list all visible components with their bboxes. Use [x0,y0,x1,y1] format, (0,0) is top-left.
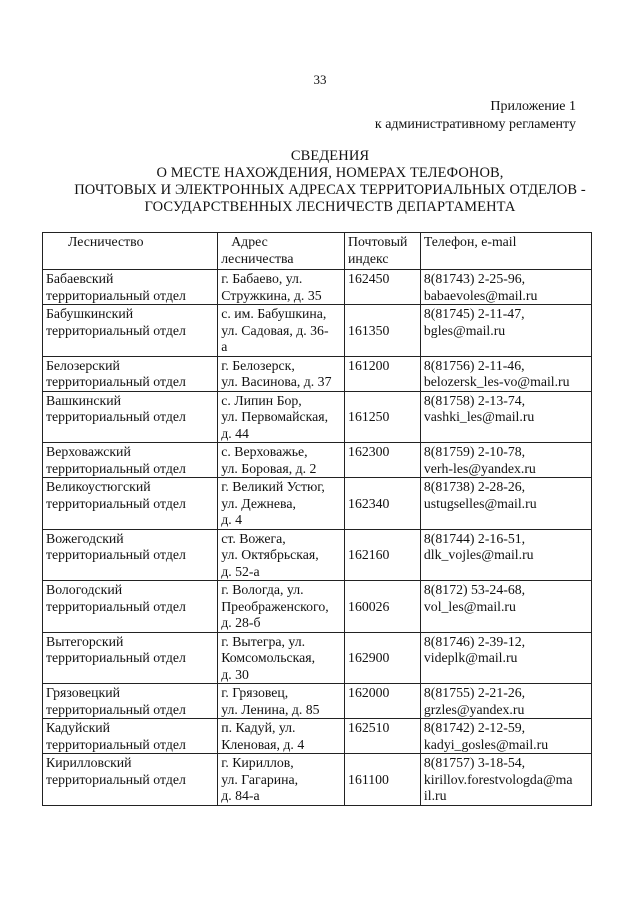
appendix-note [375,98,576,134]
forestry-name-cell [43,270,218,305]
heading-line-3: ПОЧТОВЫХ И ЭЛЕКТРОННЫХ АДРЕСАХ ТЕРРИТОРИАЛЬНЫХ ОТДЕЛОВ - [74,182,586,198]
address-cell-line: г. Вологда, ул. [221,582,304,597]
forestry-name-cell [43,684,218,719]
contact-cell [420,529,591,581]
table-row [43,391,592,443]
address-cell-line: с. Липин Бор, [221,392,302,408]
postal-index-value: 162340 [348,495,390,511]
forestry-name-cell-line: Кадуйский [46,720,111,735]
postal-index-value: 162300 [348,444,390,459]
forestry-name-cell [43,581,218,633]
address-cell-line: ул. Дежнева, [221,495,296,511]
header-address-line-1: Адрес [231,234,268,249]
address-cell-line: ул. Гагарина, [221,771,299,787]
postal-index-cell [345,305,421,357]
address-cell [218,529,345,581]
address-cell [218,443,345,478]
forestry-name-cell-line: территориальный отдел [46,460,186,476]
contact-cell-line: babaevoles@mail.ru [423,287,538,303]
forestry-name-cell-line: территориальный отдел [46,322,186,338]
contact-cell-line: il.ru [423,788,447,803]
header-forestry-label: Лесничество [68,234,144,249]
address-cell [218,305,345,357]
contact-cell [420,443,591,478]
contact-cell [420,581,591,633]
table-row [43,719,592,754]
contact-cell-line: 8(81744) 2-16-51, [423,530,526,546]
address-cell [218,478,345,530]
contact-cell [420,478,591,530]
forestry-name-cell-line: территориальный отдел [46,598,186,614]
contact-cell-line: 8(81756) 2-11-46, [423,357,525,373]
contact-cell-line: ustugselles@mail.ru [423,495,537,511]
postal-index-cell [345,270,421,305]
contact-cell-line: verh-les@yandex.ru [423,460,536,476]
forestry-name-cell-line: Белозерский [46,357,120,373]
forestry-name-cell-line: Вологодский [46,582,123,597]
contact-cell-line: 8(81738) 2-28-26, [423,479,526,494]
address-cell [218,270,345,305]
address-cell-line: г. Вытегра, ул. [221,633,306,649]
forestry-name-cell-line: территориальный отдел [46,701,186,717]
address-cell-line: г. Грязовец, [221,685,289,700]
table-body [43,270,592,806]
address-cell-line: ст. Вожега, [221,530,286,546]
appendix-line-1: Приложение 1 [490,99,576,114]
forestry-name-cell [43,305,218,357]
forestry-name-cell-line: территориальный отдел [46,736,186,752]
header-index-line-2: индекс [348,250,389,266]
postal-index-cell [345,356,421,391]
postal-index-value: 162160 [348,547,390,562]
contact-cell-line: 8(81755) 2-21-26, [423,685,526,700]
postal-index-value: 161100 [348,771,389,787]
heading-line-4: ГОСУДАРСТВЕННЫХ ЛЕСНИЧЕСТВ ДЕПАРТАМЕНТА [144,199,516,215]
forestry-name-cell-line: Вашкинский [46,392,122,408]
contact-cell [420,754,591,806]
forestry-name-cell [43,754,218,806]
forestry-name-cell-line: Грязовецкий [46,685,121,700]
forestry-name-cell-line: территориальный отдел [46,287,186,303]
forestry-name-cell [43,529,218,581]
address-cell-line: д. 28-б [221,615,261,630]
forestry-name-cell [43,443,218,478]
address-cell-line: с. Верховажье, [221,444,308,459]
address-cell-line: а [221,339,228,354]
header-contact-label: Телефон, e-mail [423,234,517,249]
contact-cell [420,719,591,754]
address-cell [218,754,345,806]
forestry-name-cell-line: Кирилловский [46,755,132,770]
address-cell-line: Комсомольская, [221,650,316,665]
contact-cell-line: 8(81742) 2-12-59, [423,720,526,735]
contact-cell-line: 8(81746) 2-39-12, [423,633,526,649]
postal-index-cell [345,581,421,633]
contact-cell-line: bgles@mail.ru [423,322,506,338]
header-index-line-1: Почтовый [348,234,408,249]
forestry-name-cell-line: территориальный отдел [46,650,186,665]
heading-line-1: СВЕДЕНИЯ [290,148,370,164]
address-cell-line: ул. Первомайская, [221,409,329,424]
forestry-table [42,232,592,806]
contact-cell-line: 8(81757) 3-18-54, [423,755,526,770]
postal-index-cell [345,391,421,443]
address-cell-line: г. Великий Устюг, [221,479,325,494]
table-row [43,581,592,633]
forestry-name-cell [43,632,218,684]
address-cell-line: ул. Боровая, д. 2 [221,460,317,476]
address-cell [218,391,345,443]
address-cell-line: ул. Васинова, д. 37 [221,374,332,389]
contact-cell [420,632,591,684]
address-cell [218,581,345,633]
address-cell-line: п. Кадуй, ул. [221,720,296,735]
postal-index-value: 161250 [348,409,390,424]
forestry-name-cell [43,391,218,443]
contact-cell-line: videplk@mail.ru [423,650,518,665]
header-contact [420,233,591,270]
address-cell-line: Стружкина, д. 35 [221,287,322,303]
address-cell-line: Преображенского, [221,598,329,614]
forestry-name-cell-line: Бабушкинский [46,306,134,321]
postal-index-value: 162000 [348,685,390,700]
address-cell-line: г. Бабаево, ул. [221,271,303,286]
contact-cell-line: dlk_vojles@mail.ru [423,547,534,562]
forestry-name-cell-line: территориальный отдел [46,547,186,562]
table-row [43,443,592,478]
contact-cell-line: 8(81758) 2-13-74, [423,392,526,408]
contact-cell-line: belozersk_les-vo@mail.ru [423,374,570,389]
heading-line-2: О МЕСТЕ НАХОЖДЕНИЯ, НОМЕРАХ ТЕЛЕФОНОВ, [156,165,504,181]
address-cell-line: ул. Октябрьская, [221,547,319,562]
table-row [43,754,592,806]
header-postal-index [345,233,421,270]
address-cell-line: д. 52-а [221,563,260,579]
address-cell [218,684,345,719]
postal-index-value: 162900 [348,650,390,665]
header-address-line-2: лесничества [221,250,294,266]
forestry-name-cell-line: территориальный отдел [46,771,186,787]
forestry-name-cell [43,719,218,754]
address-cell [218,632,345,684]
table-row [43,270,592,305]
contact-cell-line: kadyi_gosles@mail.ru [423,736,549,752]
postal-index-cell [345,684,421,719]
postal-index-value: 160026 [348,598,390,614]
header-forestry [43,233,218,270]
address-cell-line: г. Белозерск, [221,357,295,373]
forestry-name-cell-line: территориальный отдел [46,495,186,511]
address-cell-line: ул. Садовая, д. 36- [221,322,329,338]
forestry-name-cell-line: Великоустюгский [46,479,151,494]
address-cell [218,719,345,754]
table-row [43,356,592,391]
forestry-name-cell [43,356,218,391]
address-cell-line: д. 30 [221,666,249,682]
table-row [43,305,592,357]
forestry-name-cell-line: территориальный отдел [46,374,186,389]
address-cell-line: д. 84-а [221,788,260,803]
contact-cell [420,391,591,443]
address-cell-line: д. 4 [221,512,243,527]
address-cell-line: д. 44 [221,425,249,441]
forestry-name-cell-line: Вожегодский [46,530,124,546]
contact-cell-line: 8(8172) 53-24-68, [423,582,526,597]
address-cell-line: Клeнoвая, д. 4 [221,736,305,752]
table-row [43,684,592,719]
contact-cell-line: vol_les@mail.ru [423,598,516,614]
table-header-row [43,233,592,270]
contact-cell [420,684,591,719]
forestry-name-cell-line: Бабаевский [46,271,114,286]
forestry-name-cell [43,478,218,530]
table-row [43,478,592,530]
contact-cell-line: 8(81743) 2-25-96, [423,271,526,286]
contact-cell-line: 8(81759) 2-10-78, [423,444,526,459]
contact-cell [420,270,591,305]
postal-index-cell [345,754,421,806]
contact-cell [420,356,591,391]
postal-index-cell [345,632,421,684]
postal-index-value: 162450 [348,271,390,286]
postal-index-value: 161200 [348,357,390,373]
address-cell-line: с. им. Бабушкина, [221,306,327,321]
postal-index-cell [345,443,421,478]
table-row [43,529,592,581]
contact-cell [420,305,591,357]
contact-cell-line: grzles@yandex.ru [423,701,525,717]
document-heading [40,148,620,216]
contact-cell-line: vashki_les@mail.ru [423,409,535,424]
forestry-name-cell-line: Вытегорский [46,633,124,649]
postal-index-cell [345,478,421,530]
postal-index-value: 162510 [348,720,390,735]
address-cell-line: г. Кириллов, [221,755,294,770]
header-address [218,233,345,270]
contact-cell-line: 8(81745) 2-11-47, [423,306,525,321]
postal-index-cell [345,719,421,754]
address-cell [218,356,345,391]
postal-index-value: 161350 [348,322,390,338]
table-row [43,632,592,684]
contact-cell-line: kirillov.forestvologda@ma [423,771,573,787]
forestry-name-cell-line: Верховажский [46,444,131,459]
address-cell-line: ул. Ленина, д. 85 [221,701,320,717]
postal-index-cell [345,529,421,581]
appendix-line-2: к административному регламенту [374,117,576,132]
page-number: 33 [313,72,327,87]
forestry-name-cell-line: территориальный отдел [46,409,186,424]
